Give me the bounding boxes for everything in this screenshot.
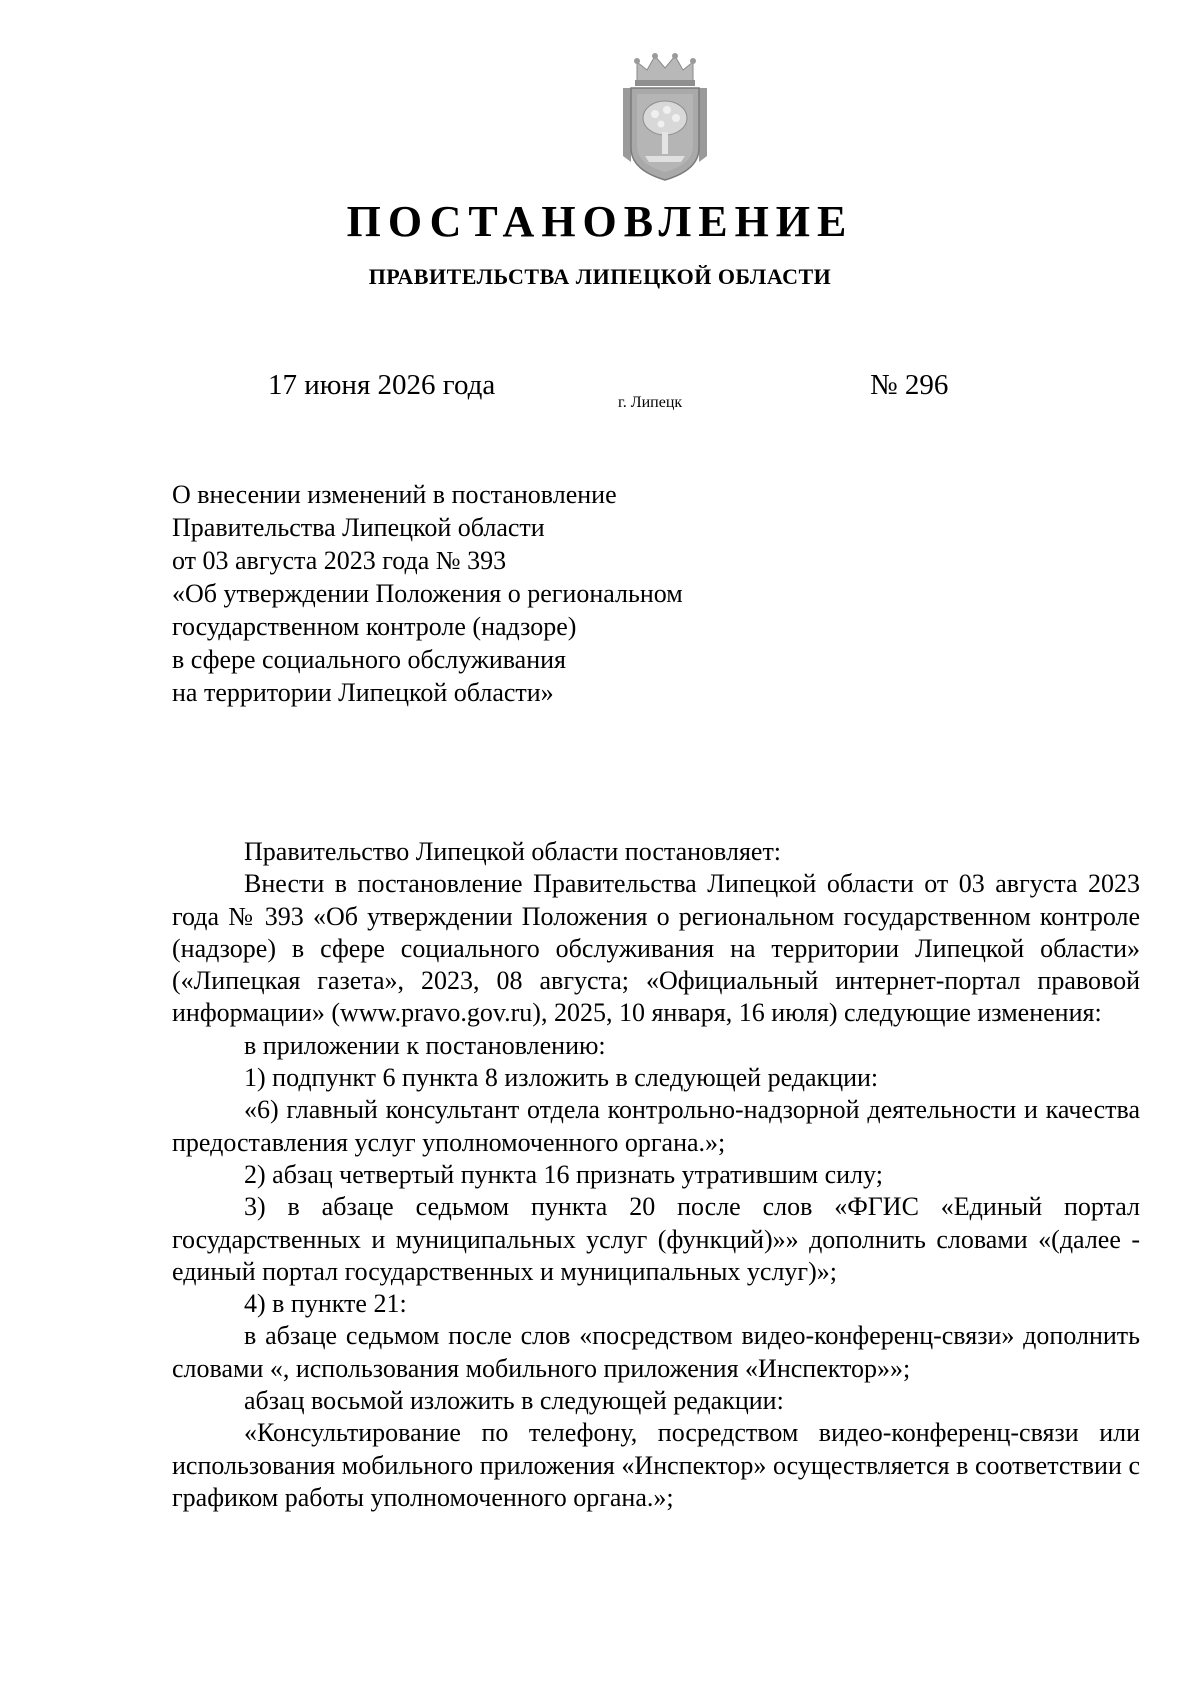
subject-line: государственном контроле (надзоре) (172, 612, 577, 641)
subject-line: на территории Липецкой области» (172, 678, 554, 707)
body-paragraph: 4) в пункте 21: (244, 1289, 407, 1319)
body-paragraph: абзац восьмой изложить в следующей редакции: (244, 1386, 784, 1416)
body-paragraph: 1) подпункт 6 пункта 8 изложить в следующей редакции: (244, 1063, 879, 1093)
body-paragraph: в приложении к постановлению: (244, 1030, 606, 1060)
document-number: № 296 (870, 369, 949, 401)
subject-line: «Об утверждении Положения о региональном (172, 579, 683, 608)
subject-line: О внесении изменений в постановление (172, 480, 617, 509)
body-paragraph: Внести в постановление Правительства Липецкой области от 03 августа 2023 года № 393 «Об утверждении Положения о региональном государственном контроле (надзоре) в сфере социального обслуживания на территории Липецкой области» («Липецкая газета», 2023, 08 августа; «Официальный интернет-портал правовой информации» (www.pravo.gov.ru), 2025, 10 января, 16 июля) следующие изменения: (172, 869, 1140, 1028)
body-paragraph: «Консультирование по телефону, посредством видео-конференц-связи или использования мобильного приложения «Инспектор» осуществляется в соответствии с графиком работы уполномоченного органа.»; (172, 1418, 1140, 1512)
lipetsk-coat-of-arms-icon (615, 52, 715, 182)
subject-line: от 03 августа 2023 года № 393 (172, 546, 507, 575)
document-subject (172, 478, 792, 709)
body-paragraph: в абзаце седьмом после слов «посредством видео-конференц-связи» дополнить словами «, использования мобильного приложения «Инспектор»»; (172, 1321, 1140, 1383)
document-city: г. Липецк (618, 394, 683, 411)
body-paragraph: 2) абзац четвертый пункта 16 признать утратившим силу; (244, 1159, 883, 1189)
document-body (172, 836, 1140, 1514)
subject-line: Правительства Липецкой области (172, 513, 545, 542)
subject-line: в сфере социального обслуживания (172, 645, 566, 674)
document-date: 17 июня 2026 года (268, 369, 496, 401)
body-paragraph: «6) главный консультант отдела контрольно-надзорной деятельности и качества предоставления услуг уполномоченного органа.»; (172, 1095, 1140, 1157)
body-paragraph: Правительство Липецкой области постановляет: (244, 837, 782, 866)
document-title: ПОСТАНОВЛЕНИЕ (346, 197, 854, 246)
document-subtitle: ПРАВИТЕЛЬСТВА ЛИПЕЦКОЙ ОБЛАСТИ (368, 264, 832, 289)
body-paragraph: 3) в абзаце седьмом пункта 20 после слов «ФГИС «Единый портал государственных и муниципальных услуг (функций)»» дополнить словами «(далее - единый портал государственных и муниципальных услуг)»; (172, 1192, 1140, 1286)
